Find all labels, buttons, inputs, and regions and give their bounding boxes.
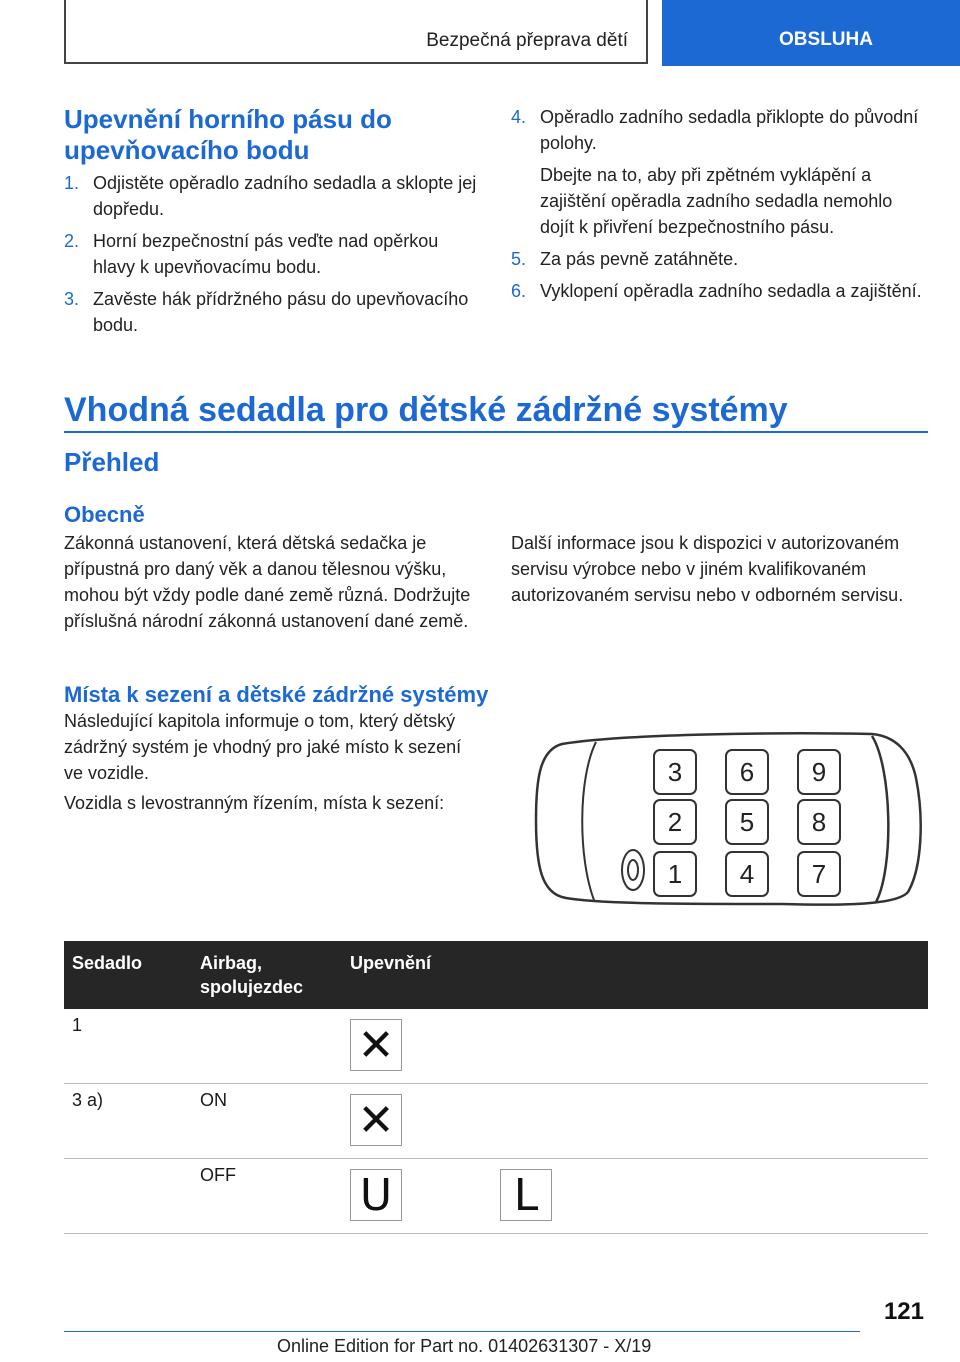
header-tab[interactable]: OBSLUHA: [662, 0, 960, 66]
general-paragraph-left: Zákonná ustanovení, která dětská sedačka je přípustná pro daný věk a danou tělesnou výšku, mohou být vždy podle dané země různá. Dodržujte příslušná národní zákonná ustanovení dané země.: [64, 533, 471, 631]
column-header-airbag: Airbag, spolujezdec: [192, 941, 342, 1009]
seat-suitability-table: [64, 941, 928, 1234]
car-rear-line: [872, 736, 888, 902]
airbag-cell: [192, 1009, 342, 1084]
seat-number: 2: [667, 807, 683, 837]
step-number: 4.: [511, 107, 527, 127]
page-number: 121: [883, 1298, 924, 1325]
step-text: Opěradlo zadního sedadla přiklopte do původní polohy.: [540, 107, 919, 153]
step-number: 2.: [64, 231, 80, 251]
table-row: [64, 1009, 928, 1084]
list-item: [511, 162, 931, 240]
list-item: [511, 278, 931, 304]
list-item: [64, 228, 484, 280]
semi-universal-category-icon: L: [500, 1169, 552, 1221]
seat-cell: [64, 1159, 192, 1234]
seating-lhd-caption: Vozidla s levostranným řízením, místa k sezení:: [64, 793, 445, 813]
page-title: Vhodná sedadla pro dětské zádržné systémy: [64, 391, 788, 429]
fastening-cell: [342, 1009, 492, 1084]
airbag-cell: ON: [192, 1084, 342, 1159]
seat-number: 1: [667, 859, 683, 889]
table-row: [64, 1084, 928, 1159]
seat-number: 4: [739, 859, 755, 889]
step-text: Horní bezpečnostní pás veďte nad opěrkou hlavy k upevňovacímu bodu.: [93, 231, 439, 277]
list-item: [511, 104, 931, 156]
step-number: 1.: [64, 173, 80, 193]
seat-number: 3: [667, 757, 683, 787]
not-suitable-icon: ✕: [350, 1094, 402, 1146]
seating-paragraph: Následující kapitola informuje o tom, který dětský zádržný systém je vhodný pro jaké místo k sezení ve vozidle.: [64, 711, 462, 783]
step-text: Zavěste hák přídržného pásu do upevňovacího bodu.: [93, 289, 469, 335]
section-title-upper-anchor: Upevnění horního pásu do upevňovacího bodu: [64, 104, 392, 165]
list-item: [64, 170, 484, 222]
step-number: 3.: [64, 289, 80, 309]
steps-list-right: [511, 104, 931, 310]
step-text: Odjistěte opěradlo zadního sedadla a sklopte jej dopředu.: [93, 173, 477, 219]
step-number: 6.: [511, 281, 527, 301]
title-underline: [64, 431, 928, 433]
airbag-cell: OFF: [192, 1159, 342, 1234]
list-item: [511, 246, 931, 272]
not-suitable-icon: ✕: [350, 1019, 402, 1071]
seat-number: 5: [739, 807, 755, 837]
column-header-empty: [845, 941, 928, 1009]
fastening-cell: [342, 1159, 492, 1234]
footer-edition: Online Edition for Part no. 01402631307 - X/19: [277, 1336, 652, 1356]
step-number: 5.: [511, 249, 527, 269]
list-item: [64, 286, 484, 338]
column-header-empty: [492, 941, 845, 1009]
column-header-fastening: Upevnění: [342, 941, 492, 1009]
universal-category-icon: U: [350, 1169, 402, 1221]
section-title-overview: Přehled: [64, 447, 160, 477]
fastening-cell: [342, 1084, 492, 1159]
seat-number: 8: [811, 807, 827, 837]
subsection-title-seating: Místa k sezení a dětské zádržné systémy: [64, 682, 489, 707]
fastening-cell: [492, 1159, 845, 1234]
seat-number: 7: [811, 859, 827, 889]
step-note: Dbejte na to, aby při zpětném vyklápění a zajištění opěradla zadního sedadla nemohlo dojít k přivření bezpečnostního pásu.: [540, 165, 893, 237]
steering-wheel-icon: [622, 850, 644, 890]
footer-rule: [64, 1331, 860, 1332]
seat-number: 6: [739, 757, 755, 787]
seating-diagram: [532, 728, 928, 908]
car-front-line: [582, 742, 596, 900]
seat-number: 9: [811, 757, 827, 787]
step-text: Vyklopení opěradla zadního sedadla a zajištění.: [540, 281, 922, 301]
subsection-title-general: Obecně: [64, 502, 145, 527]
seat-cell: 3 a): [72, 1090, 104, 1110]
column-header-seat: Sedadlo: [64, 941, 192, 1009]
header-section-title: Bezpečná přeprava dětí: [426, 30, 628, 51]
car-outline: [536, 733, 921, 904]
seat-cell: 1: [64, 1009, 192, 1084]
steps-list-left: [64, 170, 484, 344]
table-row: [64, 1159, 928, 1234]
step-text: Za pás pevně zatáhněte.: [540, 249, 739, 269]
general-paragraph-right: Další informace jsou k dispozici v autorizovaném servisu výrobce nebo v jiném kvalifikovaném autorizovaném servisu nebo v odborném servisu.: [511, 533, 904, 605]
table-header-row: [64, 941, 928, 1009]
